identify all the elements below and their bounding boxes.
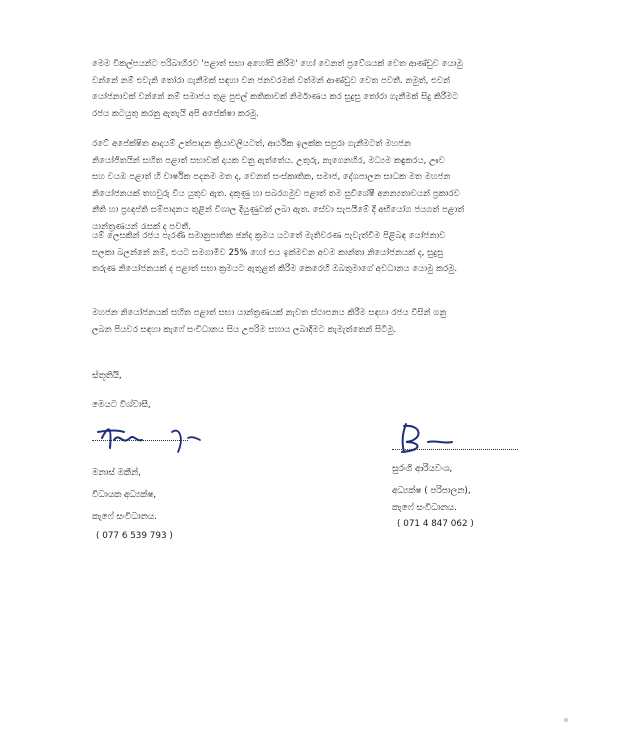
right-signatory-phone: ( 071 4 847 062 ) [397, 519, 474, 529]
signature-right-icon [392, 420, 462, 456]
closing-regards: මෙයට විශ්වාසී, [92, 400, 151, 410]
signature-line-left [92, 440, 188, 441]
closing-thanks: ස්තූතියි, [92, 371, 122, 381]
right-signatory-name: සුරංගි ආරියවංශ, [392, 464, 453, 474]
paragraph-support: මහජන නියෝජනයක් සහිත පළාත් සභා යාන්ත්‍රණයක් නැවත ස්ථාපනය කිරීම සඳහා රජය විසින් ගනු ලබන පියවර සඳහා කැෆේ සංවිධානය සිය උපරිම සහාය ලබාදීමට කැමැත්තෙන් සිටිමු. [92, 308, 447, 335]
paragraph-revenue: රටේ අපේක්ෂිත ආදායම් උත්පාදන ක්‍රියාවලියටත්, ආර්ථික ඉලක්ක සපුරා ගැනීමටත් මහජන නියෝජිතයින් සහිත පළාත් සභාවක් දායක වනු ඇත්තේය. උතුරු, නැගෙනහිර, මධ්‍යම කඳුකරය, ඌව සහ වයඹ පළාත් හි වාර්ෂික පදනම මත ද, වෙනත් සංස්කෘතික, සමාජ, දේශපාලන සාධක මත මහජන නියෝජනයක් තහවුරු විය යුතුව ඇත. දකුණු හා සබරගමුව පළාත් තම සුවිශේෂී අනන්‍යතාවයන් ප්‍රකාරව නීති හා ප්‍රඥප්ති සම්පාදනය තුළින් විශාල දියුණුවක් ලබා ඇත. සේවා සැපයීමේ දී අභියෝග ජයගත් පළාත් යාන්ත්‍රණයන් රැසක් ද පවතී. [92, 139, 465, 232]
left-signatory-title: විධායක අධ්‍යක්ෂ, [92, 490, 157, 500]
paragraph-electoral-system: යම් ලෙසකින් රජය පැරණි සමානුපාතික ඡන්ද ක්‍රමය යටතේ මැතිවරණ පැවැත්වීම පිළිබඳ යෝජනාව සලකා බලන්නේ නම්, එයට සමගාමීව 25% හෝ එය ඉක්මවන අවම කාන්තා නියෝජනයක් ද, සුදුසු තරුණ නියෝජනයක් ද පළාත් සභා ක්‍රමයට ඇතුළත් කිරීම කෙරෙහි ඔබතුමාගේ අවධානය යොමු කරමු. [92, 231, 458, 275]
scan-speck [564, 718, 568, 722]
signature-line-right [392, 449, 518, 450]
left-signatory-name: මනාස් මකීන්, [92, 468, 141, 478]
left-signatory-org: කැෆේ සංවිධානය. [92, 512, 157, 522]
right-signatory-org: කැෆේ සංවිධානය. [392, 503, 457, 513]
signature-left-icon [92, 418, 212, 458]
left-signatory-phone: ( 077 6 539 793 ) [96, 531, 173, 541]
right-signatory-title: අධ්‍යක්ෂ ( පරිපාලන), [392, 486, 471, 496]
paragraph-alternatives: මෙම විකල්පයන්ට පරිබාහිරව 'පළාත් සභා අහෝසි කිරීම' හෝ වෙනත් ප්‍රවේශයක් වෙත ආණ්ඩුව යොමු වන්නේ නම් එවැනි තෝරා ගැනීමක් සඳහා වන ජනවරමක් වත්මන් ආණ්ඩුව වෙත පවතී. නමුත්, එවන් යෝජනාවක් වන්නේ නම් සමාජය තුළ පුළුල් කතිකාවක් නිර්මාණය කර සුදුසු තෝරා ගැනීමක් සිදු කිරීමට රජය කටයුතු කරනු ඇතැයි අපි අපේක්ෂා කරමු. [92, 59, 463, 119]
